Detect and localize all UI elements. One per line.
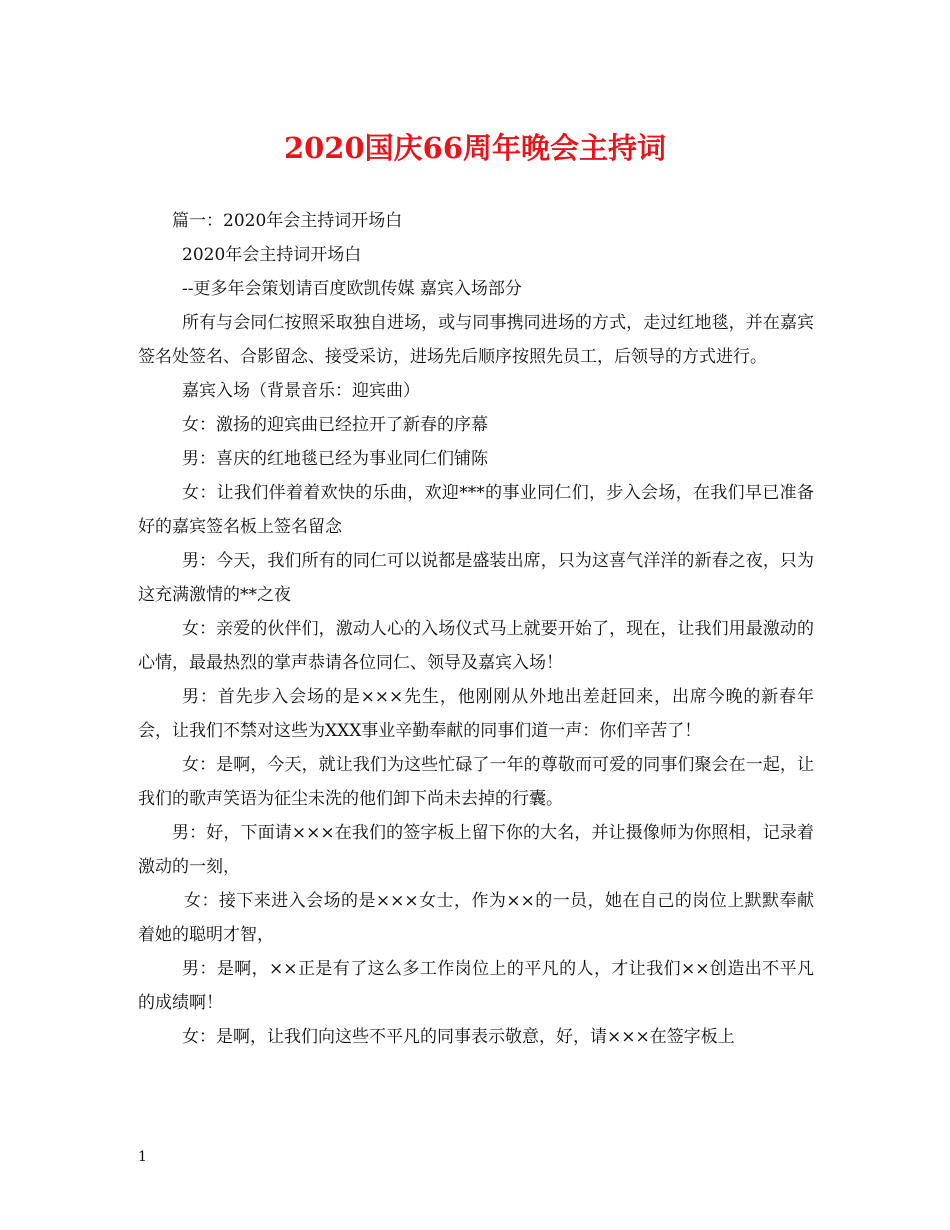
paragraph: --更多年会策划请百度欧凯传媒 嘉宾入场部分: [182, 279, 522, 299]
paragraph: 男：喜庆的红地毯已经为事业同仁们铺陈: [182, 449, 488, 469]
paragraph: 2020年会主持词开场白: [182, 245, 362, 265]
document-body: [138, 204, 814, 1054]
paragraph: 嘉宾入场（背景音乐：迎宾曲）: [182, 381, 420, 401]
paragraph: 男：好，下面请×××在我们的签字板上留下你的大名，并让摄像师为你照相，记录着激动的一刻，: [138, 823, 814, 877]
paragraph: 男：首先步入会场的是×××先生，他刚刚从外地出差赶回来，出席今晚的新春年会，让我们不禁对这些为XXX事业辛勤奉献的同事们道一声：你们辛苦了！: [138, 687, 814, 741]
paragraph: 女：让我们伴着着欢快的乐曲，欢迎***的事业同仁们，步入会场，在我们早已准备好的嘉宾签名板上签名留念: [138, 483, 814, 537]
page-number: 1: [138, 1149, 147, 1165]
paragraph: 女：激扬的迎宾曲已经拉开了新春的序幕: [182, 415, 488, 435]
document-title: 2020国庆66周年晚会主持词: [283, 131, 667, 165]
paragraph: 男：是啊，××正是有了这么多工作岗位上的平凡的人，才让我们××创造出不平凡的成绩啊！: [138, 959, 814, 1013]
paragraph: 篇一：2020年会主持词开场白: [172, 211, 403, 231]
paragraph: 男：今天，我们所有的同仁可以说都是盛装出席，只为这喜气洋洋的新春之夜，只为这充满激情的**之夜: [138, 551, 814, 605]
paragraph: 女：亲爱的伙伴们，激动人心的入场仪式马上就要开始了，现在，让我们用最激动的心情，最最热烈的掌声恭请各位同仁、领导及嘉宾入场！: [138, 619, 814, 673]
paragraph: 女：是啊，今天，就让我们为这些忙碌了一年的尊敬而可爱的同事们聚会在一起，让我们的歌声笑语为征尘未洗的他们卸下尚未去掉的行囊。: [138, 755, 814, 809]
paragraph: 所有与会同仁按照采取独自进场，或与同事携同进场的方式，走过红地毯，并在嘉宾签名处签名、合影留念、接受采访，进场先后顺序按照先员工，后领导的方式进行。: [138, 313, 814, 367]
paragraph: 女：是啊，让我们向这些不平凡的同事表示敬意，好，请×××在签字板上: [182, 1027, 735, 1047]
paragraph: 女：接下来进入会场的是×××女士，作为××的一员，她在自己的岗位上默默奉献着她的聪明才智，: [138, 891, 814, 945]
